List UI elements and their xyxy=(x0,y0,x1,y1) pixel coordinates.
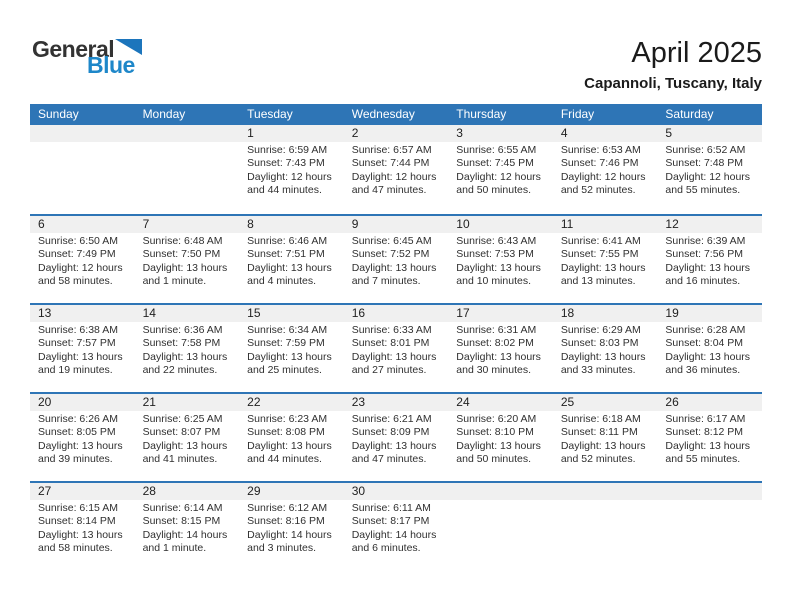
day-number: 12 xyxy=(657,216,762,233)
day-info-line: Sunset: 8:07 PM xyxy=(142,426,221,439)
day-number xyxy=(30,125,135,142)
day-info-line: Daylight: 12 hours xyxy=(351,170,437,183)
day-info-line: Sunset: 8:15 PM xyxy=(142,515,221,528)
day-info-line: Sunrise: 6:48 AM xyxy=(142,235,223,247)
day-of-week-header-row xyxy=(30,104,762,125)
day-info xyxy=(239,142,344,198)
day-info-line: and 16 minutes. xyxy=(665,275,741,288)
day-info-line: Sunrise: 6:59 AM xyxy=(247,144,328,156)
day-info xyxy=(448,322,553,378)
day-number: 19 xyxy=(657,305,762,322)
empty-day-cell xyxy=(553,483,658,570)
day-number: 29 xyxy=(239,483,344,500)
day-info-line: Daylight: 13 hours xyxy=(247,261,332,274)
day-info xyxy=(344,500,449,556)
day-info-line: Sunset: 8:17 PM xyxy=(351,515,430,528)
day-number: 20 xyxy=(30,394,135,411)
day-cell xyxy=(553,125,658,214)
empty-day-cell xyxy=(448,483,553,570)
day-info xyxy=(448,411,553,467)
day-info-line: Sunrise: 6:29 AM xyxy=(560,324,641,336)
day-info-line: Sunset: 8:16 PM xyxy=(247,515,325,528)
day-info-line: Daylight: 13 hours xyxy=(456,439,541,452)
day-info-line: and 19 minutes. xyxy=(38,364,113,377)
day-info-line: Sunset: 8:11 PM xyxy=(560,426,638,439)
day-info-line: and 3 minutes. xyxy=(247,542,317,555)
day-info-line: Sunset: 8:09 PM xyxy=(351,426,430,439)
day-info-line: Sunrise: 6:38 AM xyxy=(38,324,118,336)
day-info-line: Sunrise: 6:39 AM xyxy=(665,235,746,247)
day-info-line: and 1 minute. xyxy=(142,275,207,288)
day-cell xyxy=(344,216,449,303)
day-number: 8 xyxy=(239,216,344,233)
day-info xyxy=(30,322,135,378)
day-cell xyxy=(239,483,344,570)
day-info-line: Daylight: 14 hours xyxy=(247,528,332,541)
general-blue-logo xyxy=(32,38,142,77)
day-info-line: Daylight: 14 hours xyxy=(142,528,228,541)
day-number: 16 xyxy=(344,305,449,322)
day-info-line: and 50 minutes. xyxy=(456,453,531,466)
day-info xyxy=(239,411,344,467)
day-info-line: Sunset: 8:05 PM xyxy=(38,426,116,439)
day-info-line: Sunset: 8:01 PM xyxy=(351,337,430,350)
day-info-line: Sunset: 8:10 PM xyxy=(456,426,534,439)
day-info-line: and 1 minute. xyxy=(142,542,207,555)
day-info xyxy=(657,411,762,467)
day-info-line: Sunrise: 6:15 AM xyxy=(38,502,118,514)
day-info-line: Daylight: 13 hours xyxy=(665,261,751,274)
day-of-week-header: Thursday xyxy=(456,107,507,121)
title-block xyxy=(584,38,762,92)
day-info-line: Sunset: 7:56 PM xyxy=(665,248,744,261)
day-info-line: Daylight: 13 hours xyxy=(142,261,228,274)
day-cell xyxy=(344,483,449,570)
day-number: 15 xyxy=(239,305,344,322)
page-subtitle: Capannoli, Tuscany, Italy xyxy=(584,75,762,92)
day-info xyxy=(135,411,240,467)
day-info-line: Sunset: 7:51 PM xyxy=(247,248,325,261)
day-info-line: and 13 minutes. xyxy=(560,275,636,288)
day-info-line: and 47 minutes. xyxy=(351,184,427,197)
day-info-line: and 52 minutes. xyxy=(560,453,636,466)
day-number: 28 xyxy=(135,483,240,500)
day-info-line: and 6 minutes. xyxy=(351,542,421,555)
day-number: 18 xyxy=(553,305,658,322)
day-info-line: Sunrise: 6:33 AM xyxy=(351,324,432,336)
day-cell xyxy=(239,394,344,481)
empty-day-cell xyxy=(30,125,135,214)
day-info-line: Daylight: 13 hours xyxy=(560,261,646,274)
day-cell xyxy=(135,394,240,481)
day-number: 2 xyxy=(344,125,449,142)
day-info-line: Sunrise: 6:18 AM xyxy=(560,413,641,425)
day-number xyxy=(657,483,762,500)
day-info xyxy=(135,142,240,144)
day-info-line: Sunset: 8:08 PM xyxy=(247,426,325,439)
day-info-line: Sunset: 7:58 PM xyxy=(142,337,221,350)
day-info-line: Daylight: 13 hours xyxy=(351,261,437,274)
day-info-line: Sunset: 7:57 PM xyxy=(38,337,116,350)
day-info-line: and 44 minutes. xyxy=(247,184,322,197)
day-cell xyxy=(448,394,553,481)
day-info xyxy=(30,500,135,556)
day-info xyxy=(553,142,658,198)
day-info-line: Sunset: 8:03 PM xyxy=(560,337,639,350)
day-of-week-header: Sunday xyxy=(38,107,79,121)
logo-text-blue: Blue xyxy=(87,52,135,78)
week-row xyxy=(30,214,762,303)
day-info-line: Daylight: 12 hours xyxy=(456,170,541,183)
day-info-line: and 27 minutes. xyxy=(351,364,427,377)
day-info-line: Sunrise: 6:57 AM xyxy=(351,144,432,156)
day-number: 3 xyxy=(448,125,553,142)
day-info-line: and 55 minutes. xyxy=(665,184,741,197)
day-cell xyxy=(448,216,553,303)
day-cell xyxy=(553,394,658,481)
day-of-week-header: Friday xyxy=(560,107,595,121)
day-info-line: and 30 minutes. xyxy=(456,364,531,377)
day-info xyxy=(553,233,658,289)
day-cell xyxy=(135,483,240,570)
day-info-line: Sunset: 7:52 PM xyxy=(351,248,430,261)
day-info-line: Sunrise: 6:43 AM xyxy=(456,235,537,247)
day-info-line: Sunrise: 6:14 AM xyxy=(142,502,223,514)
day-number: 7 xyxy=(135,216,240,233)
day-cell xyxy=(344,305,449,392)
day-info-line: Sunrise: 6:41 AM xyxy=(560,235,641,247)
day-cell xyxy=(135,216,240,303)
day-number: 13 xyxy=(30,305,135,322)
day-cell xyxy=(344,394,449,481)
day-info-line: Sunset: 8:04 PM xyxy=(665,337,744,350)
day-info-line: and 55 minutes. xyxy=(665,453,741,466)
day-info xyxy=(239,233,344,289)
page-header xyxy=(0,0,792,104)
day-info-line: Daylight: 13 hours xyxy=(351,350,437,363)
day-info-line: Sunrise: 6:25 AM xyxy=(142,413,223,425)
day-info-line: and 4 minutes. xyxy=(247,275,317,288)
day-cell xyxy=(239,125,344,214)
day-info-line: Daylight: 12 hours xyxy=(560,170,646,183)
day-info-line: Sunset: 7:48 PM xyxy=(665,157,744,170)
day-cell xyxy=(448,125,553,214)
day-info-line: Daylight: 12 hours xyxy=(38,261,123,274)
day-info-line: Daylight: 13 hours xyxy=(456,261,541,274)
day-info-line: Daylight: 13 hours xyxy=(560,439,646,452)
day-of-week-header: Monday xyxy=(142,107,186,121)
day-number: 26 xyxy=(657,394,762,411)
day-cell xyxy=(239,305,344,392)
day-number: 10 xyxy=(448,216,553,233)
day-info-line: Sunrise: 6:34 AM xyxy=(247,324,328,336)
day-cell xyxy=(239,216,344,303)
day-info-line: Daylight: 13 hours xyxy=(560,350,646,363)
day-of-week-header: Saturday xyxy=(665,107,714,121)
day-info xyxy=(30,233,135,289)
day-info-line: Sunrise: 6:12 AM xyxy=(247,502,328,514)
day-info xyxy=(657,233,762,289)
day-info-line: Sunrise: 6:31 AM xyxy=(456,324,537,336)
logo-text-general: General xyxy=(32,36,115,62)
day-info xyxy=(30,411,135,467)
page-title: April 2025 xyxy=(631,37,762,69)
day-info-line: and 10 minutes. xyxy=(456,275,531,288)
calendar-weeks xyxy=(30,125,762,570)
day-info xyxy=(135,233,240,289)
day-info xyxy=(657,500,762,502)
day-cell xyxy=(657,394,762,481)
day-info xyxy=(135,500,240,556)
day-info-line: Sunrise: 6:11 AM xyxy=(351,502,431,514)
week-row xyxy=(30,303,762,392)
day-info-line: Sunset: 7:45 PM xyxy=(456,157,534,170)
day-info-line: and 47 minutes. xyxy=(351,453,427,466)
day-info-line: Daylight: 14 hours xyxy=(351,528,437,541)
day-info-line: Sunset: 8:12 PM xyxy=(665,426,744,439)
day-info-line: Daylight: 12 hours xyxy=(665,170,751,183)
day-info-line: Daylight: 13 hours xyxy=(38,528,123,541)
day-info-line: Sunset: 7:55 PM xyxy=(560,248,639,261)
day-number: 21 xyxy=(135,394,240,411)
day-cell xyxy=(448,305,553,392)
day-cell xyxy=(553,305,658,392)
day-number xyxy=(553,483,658,500)
day-info xyxy=(448,142,553,198)
day-cell xyxy=(553,216,658,303)
week-row xyxy=(30,392,762,481)
day-number: 14 xyxy=(135,305,240,322)
day-info-line: Daylight: 13 hours xyxy=(142,439,228,452)
day-info xyxy=(135,322,240,378)
day-number: 9 xyxy=(344,216,449,233)
day-info xyxy=(448,233,553,289)
day-info-line: and 50 minutes. xyxy=(456,184,531,197)
day-info xyxy=(344,411,449,467)
day-info xyxy=(657,142,762,198)
week-row xyxy=(30,481,762,570)
day-info xyxy=(553,322,658,378)
day-number xyxy=(448,483,553,500)
day-info-line: Sunrise: 6:17 AM xyxy=(665,413,746,425)
day-info-line: Daylight: 13 hours xyxy=(665,350,751,363)
empty-day-cell xyxy=(135,125,240,214)
calendar xyxy=(30,104,762,570)
day-cell xyxy=(30,483,135,570)
day-info-line: Sunset: 7:50 PM xyxy=(142,248,221,261)
day-info-line: and 33 minutes. xyxy=(560,364,636,377)
day-info-line: and 36 minutes. xyxy=(665,364,741,377)
empty-day-cell xyxy=(657,483,762,570)
day-info-line: Sunrise: 6:45 AM xyxy=(351,235,432,247)
day-info-line: Daylight: 13 hours xyxy=(351,439,437,452)
day-cell xyxy=(657,305,762,392)
day-of-week-header: Wednesday xyxy=(351,107,415,121)
day-info-line: and 39 minutes. xyxy=(38,453,113,466)
day-info-line: Sunset: 7:53 PM xyxy=(456,248,534,261)
day-cell xyxy=(30,216,135,303)
day-cell xyxy=(30,394,135,481)
day-info-line: Sunset: 7:44 PM xyxy=(351,157,430,170)
day-info-line: Sunrise: 6:52 AM xyxy=(665,144,746,156)
day-number: 4 xyxy=(553,125,658,142)
day-info xyxy=(239,500,344,556)
day-cell xyxy=(657,125,762,214)
day-info-line: and 58 minutes. xyxy=(38,542,113,555)
day-info-line: and 25 minutes. xyxy=(247,364,322,377)
day-info xyxy=(344,142,449,198)
day-info xyxy=(553,500,658,502)
day-info-line: Daylight: 12 hours xyxy=(247,170,332,183)
day-info-line: Sunrise: 6:20 AM xyxy=(456,413,537,425)
day-info-line: Daylight: 13 hours xyxy=(247,439,332,452)
day-info-line: Sunset: 7:49 PM xyxy=(38,248,116,261)
day-of-week-header: Tuesday xyxy=(247,107,293,121)
day-cell xyxy=(135,305,240,392)
day-info-line: and 58 minutes. xyxy=(38,275,113,288)
day-number xyxy=(135,125,240,142)
day-info xyxy=(448,500,553,502)
day-info-line: and 41 minutes. xyxy=(142,453,218,466)
day-number: 23 xyxy=(344,394,449,411)
day-info-line: Sunrise: 6:53 AM xyxy=(560,144,641,156)
day-info-line: Sunrise: 6:36 AM xyxy=(142,324,223,336)
day-number: 6 xyxy=(30,216,135,233)
day-info xyxy=(657,322,762,378)
day-info-line: and 52 minutes. xyxy=(560,184,636,197)
day-info-line: Sunrise: 6:28 AM xyxy=(665,324,746,336)
day-info-line: Daylight: 13 hours xyxy=(456,350,541,363)
day-number: 27 xyxy=(30,483,135,500)
day-info xyxy=(553,411,658,467)
day-info-line: Sunrise: 6:21 AM xyxy=(351,413,432,425)
day-number: 24 xyxy=(448,394,553,411)
day-info-line: and 22 minutes. xyxy=(142,364,218,377)
day-info xyxy=(344,233,449,289)
day-info-line: Sunset: 7:59 PM xyxy=(247,337,325,350)
day-info-line: Daylight: 13 hours xyxy=(247,350,332,363)
day-info-line: Sunrise: 6:23 AM xyxy=(247,413,328,425)
day-number: 22 xyxy=(239,394,344,411)
day-number: 30 xyxy=(344,483,449,500)
day-info-line: Sunset: 8:02 PM xyxy=(456,337,534,350)
day-cell xyxy=(30,305,135,392)
day-info-line: Sunrise: 6:26 AM xyxy=(38,413,118,425)
day-info-line: Sunrise: 6:50 AM xyxy=(38,235,118,247)
day-info-line: and 44 minutes. xyxy=(247,453,322,466)
day-info-line: Sunrise: 6:55 AM xyxy=(456,144,537,156)
day-number: 11 xyxy=(553,216,658,233)
day-info xyxy=(30,142,135,144)
week-row xyxy=(30,125,762,214)
day-cell xyxy=(344,125,449,214)
day-info-line: Sunset: 7:43 PM xyxy=(247,157,325,170)
day-info-line: Daylight: 13 hours xyxy=(38,439,123,452)
day-info-line: Daylight: 13 hours xyxy=(38,350,123,363)
day-info-line: Daylight: 13 hours xyxy=(142,350,228,363)
day-info xyxy=(344,322,449,378)
day-info xyxy=(239,322,344,378)
day-info-line: Sunset: 8:14 PM xyxy=(38,515,116,528)
day-number: 17 xyxy=(448,305,553,322)
day-info-line: and 7 minutes. xyxy=(351,275,421,288)
day-number: 1 xyxy=(239,125,344,142)
day-number: 25 xyxy=(553,394,658,411)
day-number: 5 xyxy=(657,125,762,142)
day-info-line: Sunrise: 6:46 AM xyxy=(247,235,328,247)
day-cell xyxy=(657,216,762,303)
day-info-line: Daylight: 13 hours xyxy=(665,439,751,452)
day-info-line: Sunset: 7:46 PM xyxy=(560,157,639,170)
